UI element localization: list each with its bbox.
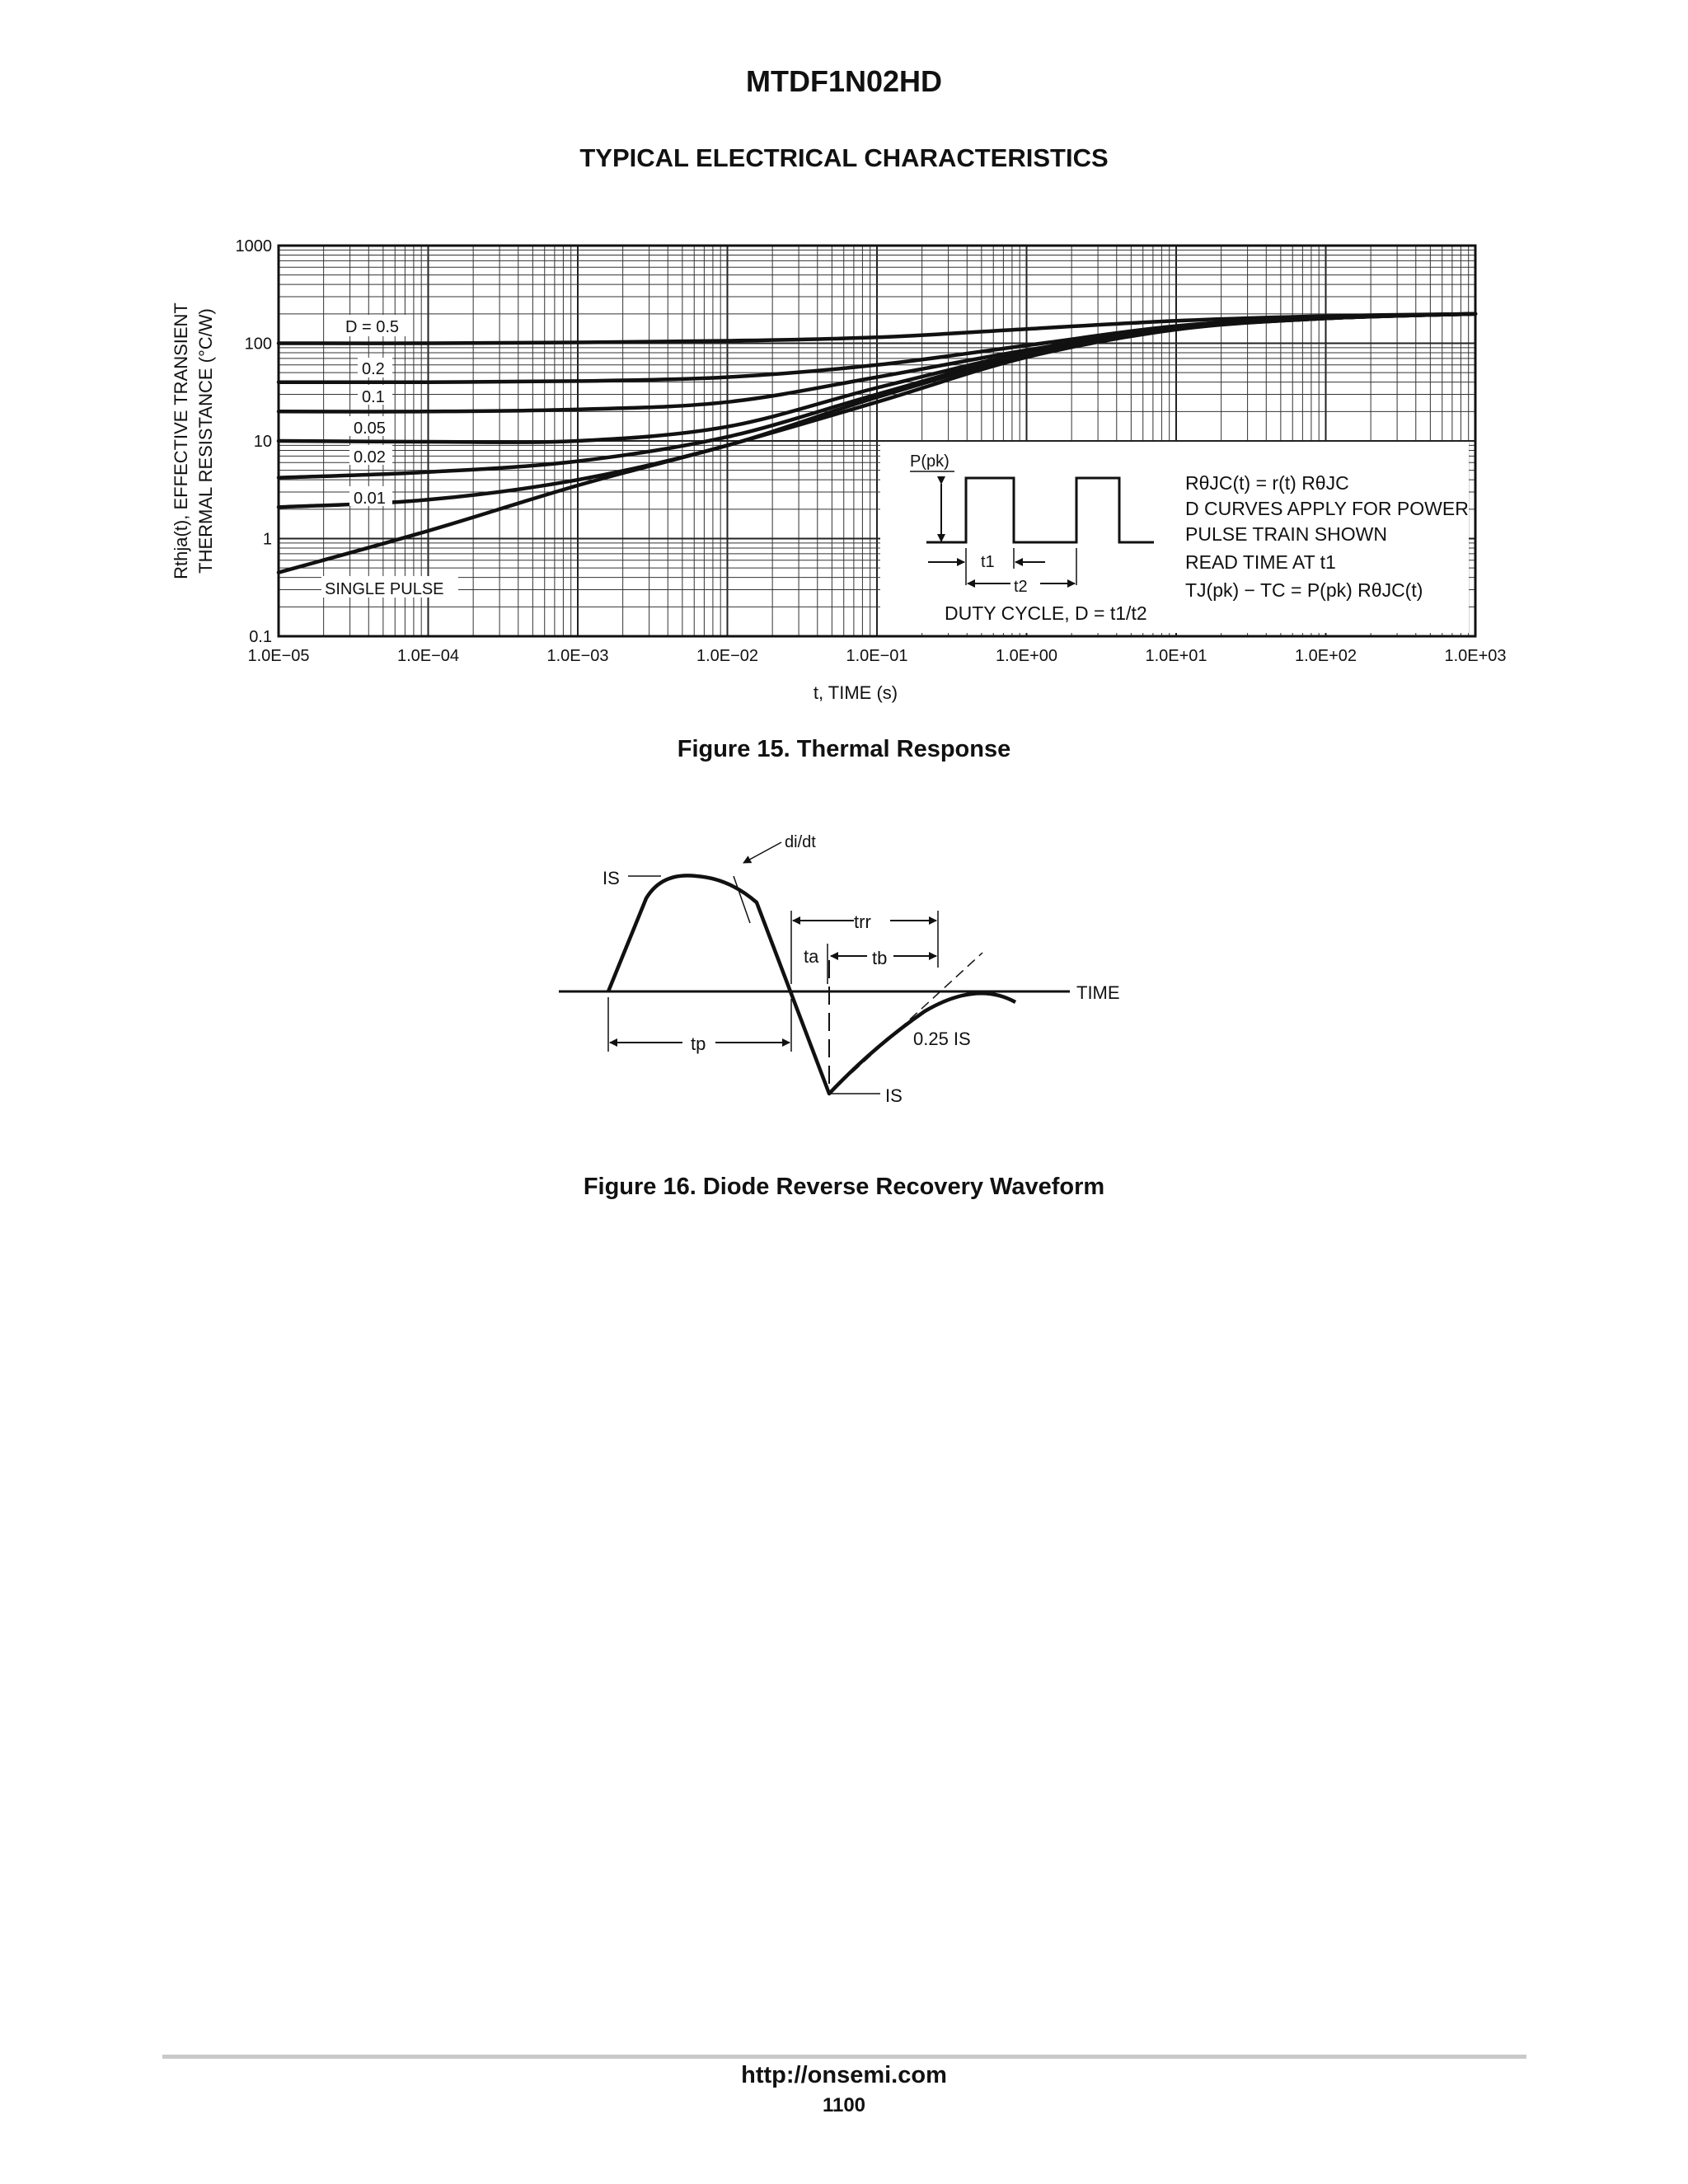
- y-axis-label: [171, 302, 216, 579]
- footer-url[interactable]: http://onsemi.com: [741, 2062, 947, 2088]
- inset-note-4: READ TIME AT t1: [1185, 551, 1336, 573]
- ta-label: ta: [804, 946, 819, 967]
- is-peak-label: IS: [603, 868, 620, 888]
- inset-note-5: TJ(pk) − TC = P(pk) RθJC(t): [1185, 579, 1423, 601]
- x-tick-label: 1.0E−03: [546, 647, 609, 665]
- quarter-is-label: 0.25 IS: [913, 1029, 971, 1049]
- inset-note-1: RθJC(t) = r(t) RθJC: [1185, 472, 1349, 494]
- figure16-caption: Figure 16. Diode Reverse Recovery Waveform: [583, 1174, 1105, 1200]
- thermal-response-chart: [171, 237, 1507, 703]
- duty-cycle-label: DUTY CYCLE, D = t1/t2: [945, 602, 1147, 624]
- t1-label: t1: [981, 553, 995, 571]
- x-tick-label: 1.0E−01: [846, 647, 908, 665]
- x-tick-label: 1.0E+02: [1294, 647, 1357, 665]
- x-tick-label: 1.0E+03: [1444, 647, 1507, 665]
- inset-note-2: D CURVES APPLY FOR POWER: [1185, 498, 1469, 519]
- inset-note-3: PULSE TRAIN SHOWN: [1185, 523, 1387, 545]
- didt-tangent-line: [734, 876, 750, 923]
- series-label-d05: D = 0.5: [345, 318, 400, 336]
- ppk-label: P(pk): [910, 452, 950, 471]
- x-axis-label: t, TIME (s): [813, 682, 898, 703]
- series-label-002: 0.02: [354, 448, 386, 466]
- x-tick-label: 1.0E−02: [696, 647, 759, 665]
- series-label-single-pulse: SINGLE PULSE: [325, 580, 444, 598]
- y-tick-label: 0.1: [249, 628, 272, 646]
- tp-label: tp: [691, 1033, 706, 1054]
- y-axis-label-line1: Rthja(t), EFFECTIVE TRANSIENT: [171, 302, 191, 579]
- y-tick-label: 100: [244, 335, 272, 354]
- trr-label: trr: [854, 912, 871, 932]
- y-axis-label-line2: THERMAL RESISTANCE (°C/W): [195, 308, 216, 574]
- x-tick-label: 1.0E−04: [396, 647, 460, 665]
- section-title: TYPICAL ELECTRICAL CHARACTERISTICS: [579, 143, 1109, 172]
- diode-recovery-diagram: [559, 833, 1120, 1106]
- series-label-005: 0.05: [354, 419, 386, 438]
- y-tick-label: 1000: [235, 237, 272, 255]
- didt-label: di/dt: [785, 833, 816, 851]
- pulse-train-inset: [880, 442, 1469, 633]
- x-tick-label: 1.0E+00: [995, 647, 1058, 665]
- series-label-02: 0.2: [362, 360, 385, 378]
- figure15-caption: Figure 15. Thermal Response: [677, 736, 1011, 762]
- t2-label: t2: [1014, 578, 1028, 596]
- didt-arrow: [743, 842, 781, 863]
- series-label-001: 0.01: [354, 490, 386, 508]
- page-number: 1100: [822, 2094, 866, 2116]
- x-tick-label: 1.0E+01: [1145, 647, 1207, 665]
- document-title: MTDF1N02HD: [745, 64, 943, 98]
- y-tick-label: 10: [253, 433, 272, 451]
- time-axis-label: TIME: [1076, 982, 1120, 1003]
- x-tick-label: 1.0E−05: [247, 647, 310, 665]
- is-reverse-label: IS: [885, 1085, 903, 1106]
- y-tick-label: 1: [262, 530, 272, 549]
- footer-divider: [162, 2055, 1526, 2059]
- series-label-01: 0.1: [362, 388, 385, 406]
- recovery-waveform: [608, 875, 1015, 1094]
- tb-label: tb: [872, 948, 888, 968]
